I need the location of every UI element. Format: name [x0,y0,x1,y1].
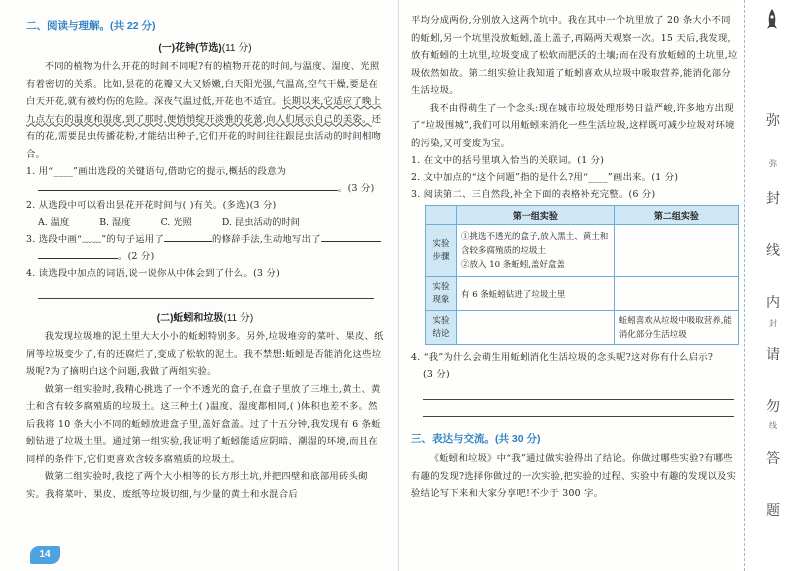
right-question-4-points: (3 分) [423,369,450,380]
question-4-answer-line-1[interactable] [423,385,734,400]
section-2-title: 二、阅读与理解。(共 22 分) [26,20,156,32]
question-3-answer-line[interactable]: 。(2 分) [26,248,384,265]
right-question-4: 4. “我”为什么会萌生用蚯蚓消化生活垃圾的念头呢?这对你有什么启示? [411,352,714,363]
steps-group-1-item-1: ①挑选不透光的盒子,放入黑土、黄土和含较多腐殖质的垃圾土 [461,231,609,256]
rocket-icon [765,8,779,32]
table-header-group-2: 第二组实验 [614,206,738,225]
strip-char-2: 封 [766,191,780,207]
question-1-answer-line[interactable]: 。(3 分) [26,180,384,197]
strip-char-3: 线 [766,243,780,259]
strip-char-4: 内 [766,295,780,311]
page-number: 14 [30,546,60,564]
option-b[interactable]: B. 湿度 [99,217,131,228]
steps-group-2-answer[interactable] [614,225,738,277]
passage-2-continued: 平均分成两份,分别放入这两个坑中。我在其中一个坑里放了 20 条大小不同的蚯蚓,另一个坑里没放蚯蚓,盖上盖子,再隔两天观察一次。15 天后,我发现,放有蚯蚓的土坑里,垃圾变成了松软而肥沃的土壤;而在没有放蚯蚓的土坑里,垃圾依然如故。第二组实验让我知道了蚯蚓喜欢从垃圾中吸取营养,能消化部分生活垃圾。 [411,15,738,96]
passage-2-final-para: 我不由得萌生了一个念头:现在城市垃圾处理形势日益严峻,许多地方出现了“垃圾围城”,我们可以用蚯蚓来消化一些生活垃圾,这样既可减少垃圾对环境的污染,又可变废为宝。 [411,102,735,149]
passage-2-title: (二)蚯蚓和垃圾(11 分) [156,313,254,324]
strip-char-7: 答 [766,451,780,467]
right-question-2: 2. 文中加点的“这个问题”指的是什么?用“____”画出来。(1 分) [411,172,679,183]
experiment-table [425,205,739,345]
steps-group-1-item-2: ②放入 10 条蚯蚓,盖好盒盖 [461,259,565,270]
left-page [0,0,398,571]
strip-char-6: 勿 [766,399,780,415]
strip-char-8: 题 [766,503,780,519]
passage-1-title: (一)花钟(节选)(11 分) [158,43,252,54]
strip-small-1: 弥 [769,159,777,168]
strip-small-2: 封 [769,319,777,328]
phenomenon-group-2-answer[interactable] [614,277,738,311]
question-4-answer-line-2[interactable] [423,402,734,417]
phenomenon-group-1: 有 6 条蚯蚓钻进了垃圾土里 [457,277,615,311]
row-header-phenomenon: 实验现象 [426,277,457,311]
conclusion-group-1-answer[interactable] [457,311,615,345]
question-2-options [26,214,384,231]
question-4: 4. 读选段中加点的词语,说一说你从中体会到了什么。(3 分) [26,268,281,279]
strip-char-1: 弥 [766,113,780,129]
table-header-group-1: 第一组实验 [457,206,615,225]
passage-1-text: 不同的植物为什么开花的时间不同呢?有的植物开花的时间,与温度、湿度、光照有着密切的关系。比如,昙花的花瓣又大又娇嫩,白天阳光强,气温高,空气干燥,要是在白天开花,就有被灼伤的危险。深夜气温过低,开花也不适宜。长期以来,它适应了晚上九点左右的温度和湿度,到了那时,便悄悄绽开淡雅的花蕾,向人们展示自己的美姿。还有的花,需要昆虫传播花粉,才能结出种子,它们开花的时间往往跟昆虫活动的时间相吻合。 [26,61,382,160]
passage-2-para-2: 做第一组实验时,我精心挑选了一个不透光的盒子,在盒子里放了三堆土,黄土、黄土和含有较多腐殖质的垃圾土。这三种土( )温度、湿度都相同,( )体积也差不多。然后我将 10 条大小不同的蚯蚓放进盒子里,盖好盒盖。过了十五分钟,我发现有 6 条蚯蚓钻进了垃圾土里。通过第一组实验,我证明了蚯蚓能适应阴暗、潮湿的环境,而且在同样的条件下,它们更喜欢含较多腐殖质的垃圾土。 [26,383,381,465]
passage-2-para-1: 我发现垃圾堆的泥土里大大小小的蚯蚓特别多。另外,垃圾堆旁的菜叶、果皮、纸屑等垃圾变少了,有的还腐烂了,变成了松软的泥土。我不禁想:蚯蚓是否能消化这些垃圾呢?为了摘明白这个问题,我做了两组实验。 [26,331,384,377]
table-corner [426,206,457,225]
conclusion-group-2: 蚯蚓喜欢从垃圾中吸取营养,能消化部分生活垃圾 [614,311,738,345]
right-question-3: 3. 阅读第二、三自然段,补全下面的表格补充完整。(6 分) [411,189,656,200]
question-1: 1. 用“____”画出选段的关键语句,借助它的提示,概括的段意为 [26,166,287,177]
question-3: 3. 选段中画“﹏﹏”的句子运用了 的修辞手法,生动地写出了 [26,231,384,248]
question-4-answer-line[interactable] [38,284,374,299]
section-3-title: 三、表达与交流。(共 30 分) [411,433,541,445]
row-header-conclusion: 实验结论 [426,311,457,345]
steps-group-1 [457,225,615,277]
option-d[interactable]: D. 昆虫活动的时间 [221,217,300,228]
strip-small-3: 线 [769,421,777,430]
passage-2-para-3: 做第二组实验时,我挖了两个大小相等的长方形土坑,并把四壁和底部用砖头砌实。我将菜叶、果皮、废纸等垃圾切细,与少量的黄土和水混合后 [26,471,368,500]
right-page [398,0,738,571]
strip-char-5: 请 [766,347,780,363]
question-2: 2. 从选段中可以看出昙花开花时间与( )有关。(多选)(3 分) [26,200,277,211]
right-question-1: 1. 在文中的括号里填入恰当的关联词。(1 分) [411,155,605,166]
section-3-prompt: 《蚯蚓和垃圾》中“我”通过做实验得出了结论。你做过哪些实验?有哪些有趣的发现?选择你做过的一次实验,把实验的过程、实验中有趣的发现以及实验结论写下来和大家分享吧!不少于 300 字。 [411,453,737,499]
binding-strip [744,0,800,571]
option-c[interactable]: C. 光照 [160,217,192,228]
row-header-steps: 实验步骤 [426,225,457,277]
option-a[interactable]: A. 温度 [38,217,70,228]
